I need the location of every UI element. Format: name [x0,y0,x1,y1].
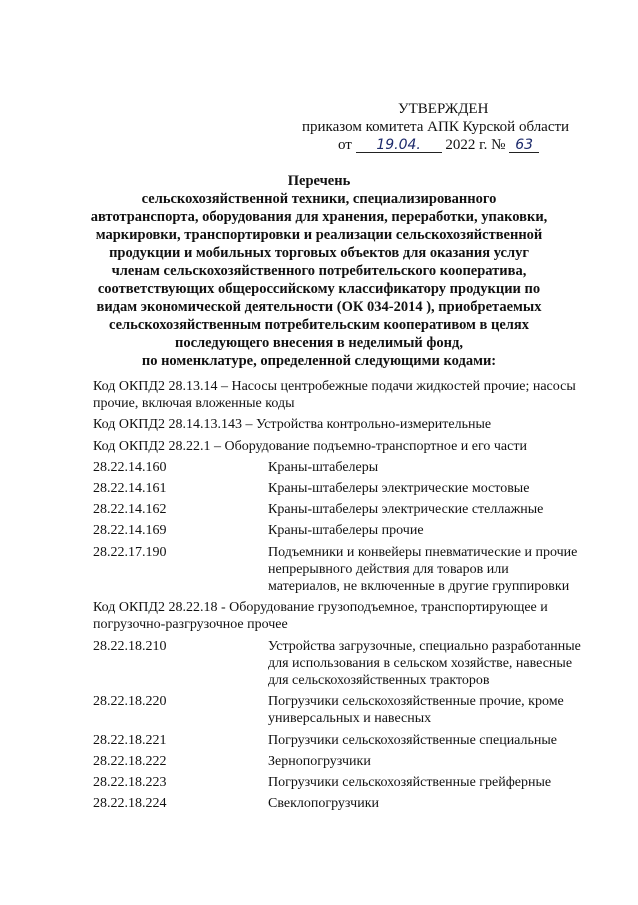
code-number: 28.22.14.160 [93,459,167,475]
code-number: 28.22.14.162 [93,502,167,518]
code-description: Погрузчики сельскохозяйственные прочие, кроме универсальных и навесных [268,694,564,727]
code-row [93,795,593,812]
code-list [93,378,593,816]
code-number: 28.22.14.169 [93,523,167,539]
code-number: 28.22.17.190 [93,544,167,560]
title-body: сельскохозяйственной техники, специализированного автотранспорта, оборудования для хранения, переработки, упаковки, маркировки, транспортировки и реализации сельскохозяйственной продукции и мобильных торговых объектов для оказания услуг членам сельскохозяйственного потребительского кооператива, соответствующих общероссийскому классификатору продукции по видам экономической деятельности (ОК 034-2014 ), приобретаемых сельскохозяйственным потребительским кооперативом в целях последующего внесения в неделимый фонд, [90,191,548,351]
approval-heading: УТВЕРЖДЕН [398,101,489,117]
date-prefix: от [338,137,352,153]
code-row [93,501,593,518]
code-number: 28.22.18.222 [93,753,167,769]
code-row [93,774,593,791]
section-code-heading: Код ОКПД2 28.22.1 – Оборудование подъемно-транспортное и его части [93,438,527,454]
code-number: 28.22.18.221 [93,732,167,748]
code-description: Подъемники и конвейеры пневматические и прочие непрерывного действия для товаров или материалов, не включенные в другие группировки [268,544,578,595]
handwritten-date: 19.04. [356,138,442,153]
code-row [93,544,593,596]
section-code-heading: Код ОКПД2 28.22.18 - Оборудование грузоподъемное, транспортирующее и погрузочно-разгрузочное прочее [93,600,548,633]
code-number: 28.22.18.210 [93,638,167,654]
code-number: 28.22.18.220 [93,694,167,710]
approval-date-line [300,136,600,154]
document-title [86,172,552,370]
code-row [93,732,593,749]
code-description: Погрузчики сельскохозяйственные грейферные [268,775,552,791]
code-row [93,459,593,476]
year-text: 2022 г. № [445,137,506,153]
code-description: Краны-штабелеры прочие [268,523,424,539]
section-code-heading: Код ОКПД2 28.13.14 – Насосы центробежные подачи жидкостей прочие; насосы прочие, включая вложенные коды [93,379,576,412]
code-description: Свеклопогрузчики [268,796,379,812]
code-description: Зернопогрузчики [268,753,371,769]
code-description: Устройства загрузочные, специально разработанные для использования в сельском хозяйстве, навесные для сельскохозяйственных тракторов [268,638,581,689]
code-row [93,693,593,727]
code-row [93,522,593,539]
code-description: Погрузчики сельскохозяйственные специальные [268,732,558,748]
code-row [93,480,593,497]
title-tail: по номенклатуре, определенной следующими кодами: [141,353,497,369]
approval-order-line: приказом комитета АПК Курской области [302,119,570,135]
code-description: Краны-штабелеры электрические стеллажные [268,502,544,518]
code-number: 28.22.18.224 [93,796,167,812]
code-description: Краны-штабелеры электрические мостовые [268,481,530,497]
section-code-heading: Код ОКПД2 28.14.13.143 – Устройства контрольно-измерительные [93,417,492,433]
handwritten-number: 63 [509,138,539,153]
approval-block [300,100,600,154]
title-heading: Перечень [287,173,351,189]
code-number: 28.22.18.223 [93,775,167,791]
code-number: 28.22.14.161 [93,481,167,497]
code-row [93,753,593,770]
code-row [93,638,593,690]
code-description: Краны-штабелеры [268,459,379,475]
